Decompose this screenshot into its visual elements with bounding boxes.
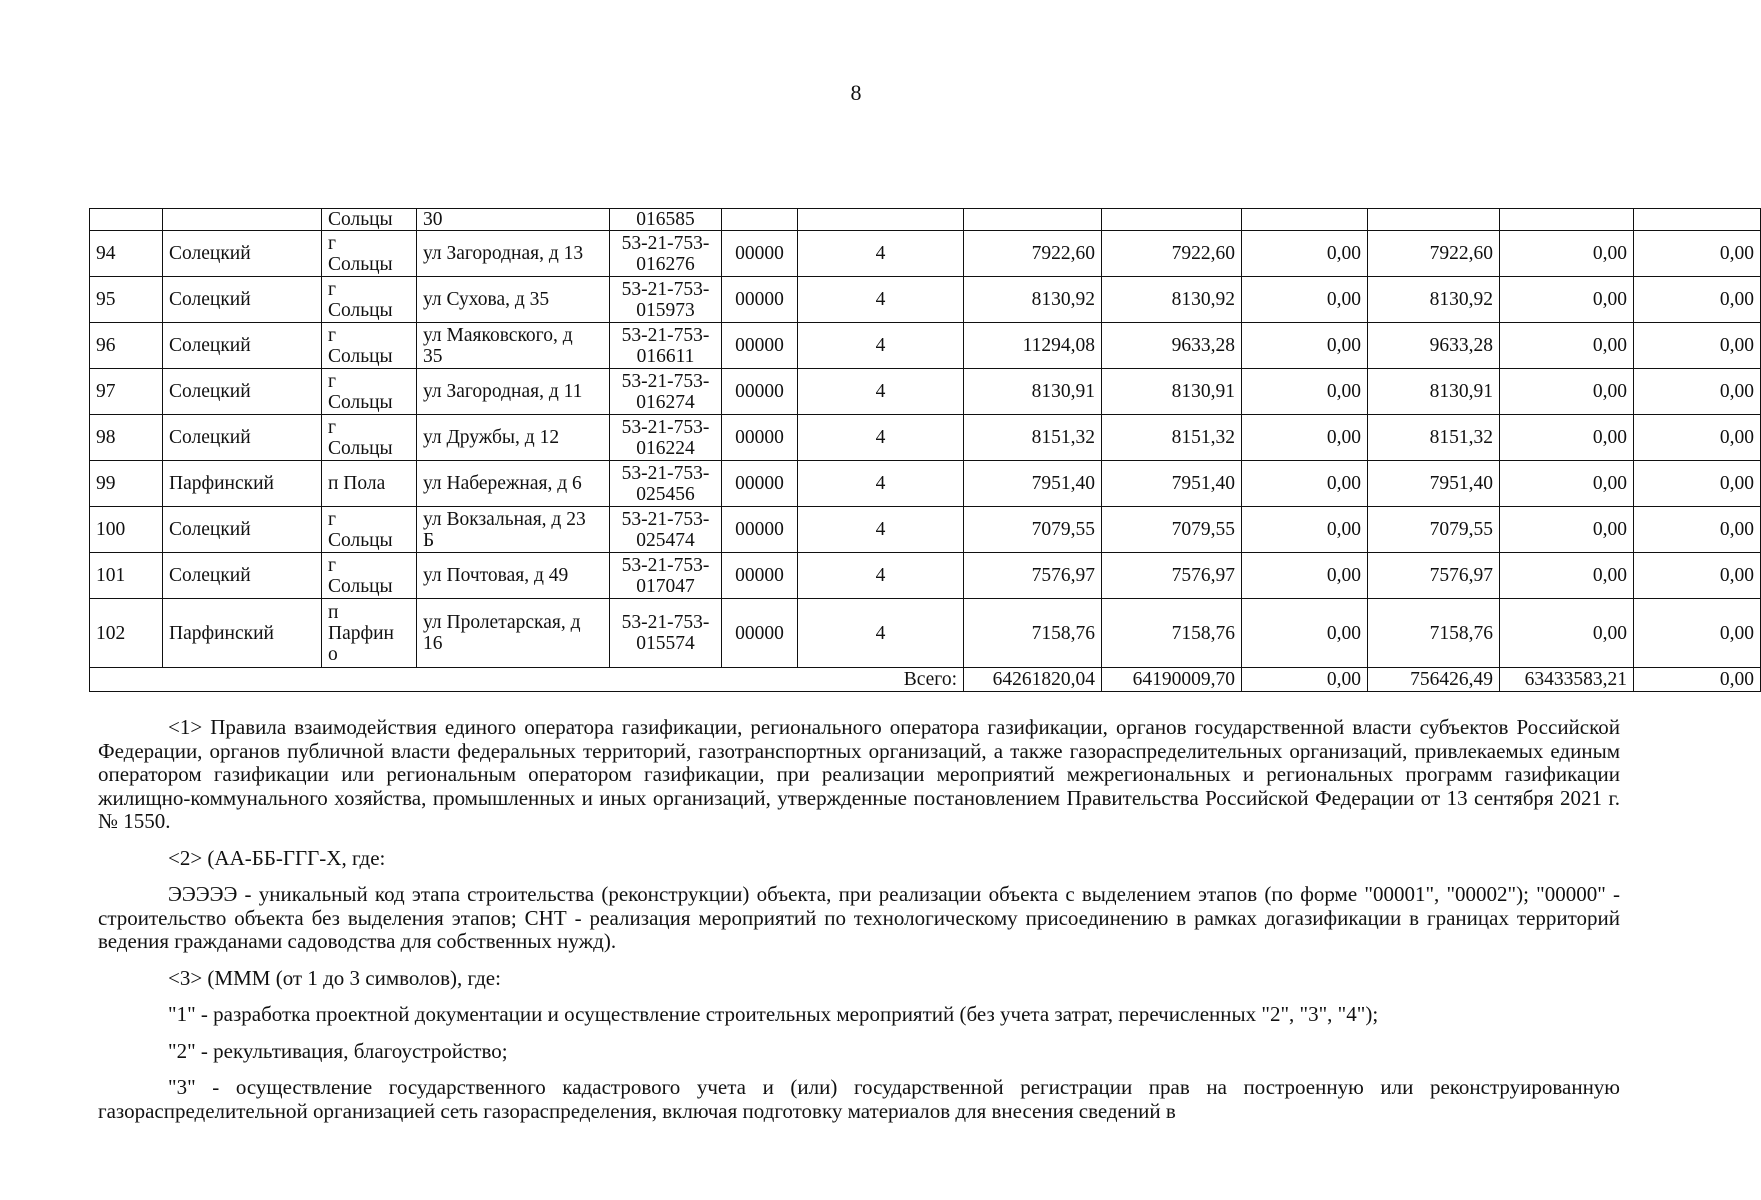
cell-v2: 7951,40 xyxy=(1102,461,1242,507)
cell-num: 97 xyxy=(90,369,163,415)
cell-line: ул Дружбы, д 12 xyxy=(423,427,560,448)
cell-v6: 0,00 xyxy=(1634,507,1761,553)
cell-line: ул Загородная, д 11 xyxy=(423,381,583,402)
cell-address xyxy=(417,369,610,415)
cell-v6: 0,00 xyxy=(1634,461,1761,507)
table-row xyxy=(90,553,1761,599)
cell-v1: 7951,40 xyxy=(964,461,1102,507)
cell-code xyxy=(610,599,722,668)
cell-settlement xyxy=(322,231,417,277)
cell-v3: 0,00 xyxy=(1242,553,1368,599)
cell-district: Солецкий xyxy=(163,277,322,323)
cell-line: 53-21-753- xyxy=(621,508,710,530)
footnote-3-item-1: "1" - разработка проектной документации и осуществление строительных мероприятий (без учета затрат, перечисленных "2", "3", "4"); xyxy=(168,1002,1379,1026)
cell-line: ул Набережная, д 6 xyxy=(423,473,582,494)
table-row xyxy=(90,369,1761,415)
cell-v1: 8130,92 xyxy=(964,277,1102,323)
cell-line: 53-21-753- xyxy=(621,278,710,300)
cell-code xyxy=(610,231,722,277)
footnote-2-explanation: ЭЭЭЭЭ - уникальный код этапа строительства (реконструкции) объекта, при реализации объекта с выделением этапов (по форме "00001", "00002"); "00000" - строительство объекта без выделения этапов; СНТ - реализация мероприятий по технологическому присоединению в рамках догазификации в границах территорий ведения гражданами садоводства для собственных нужд). xyxy=(98,882,1620,953)
cell-line: 016611 xyxy=(636,345,695,367)
cell-v2: 7079,55 xyxy=(1102,507,1242,553)
cell-line: 53-21-753- xyxy=(621,462,710,484)
cell-line: о xyxy=(328,643,338,665)
total-v2: 64190009,70 xyxy=(1102,668,1242,692)
cell-v1: 7576,97 xyxy=(964,553,1102,599)
cell-v2: 8130,91 xyxy=(1102,369,1242,415)
cell-address xyxy=(417,323,610,369)
cell-v2: 7158,76 xyxy=(1102,599,1242,668)
cell-line: ул Почтовая, д 49 xyxy=(423,565,569,586)
cell-line: Сольцы xyxy=(328,575,393,597)
cell-address xyxy=(417,553,610,599)
table-row-total xyxy=(90,668,1761,692)
cell-v4: 7922,60 xyxy=(1368,231,1500,277)
total-v5: 63433583,21 xyxy=(1500,668,1634,692)
cell-line: г xyxy=(328,278,336,300)
cell-district: Солецкий xyxy=(163,553,322,599)
cell-district: Солецкий xyxy=(163,369,322,415)
cell-v5: 0,00 xyxy=(1500,599,1634,668)
cell-type: 4 xyxy=(798,461,964,507)
cell-address xyxy=(417,231,610,277)
cell-line: Сольцы xyxy=(328,391,393,413)
cell-line: ул Маяковского, д xyxy=(423,324,573,346)
cell-type: 4 xyxy=(798,323,964,369)
cell-type: 4 xyxy=(798,553,964,599)
cell-code xyxy=(610,507,722,553)
cell-v6: 0,00 xyxy=(1634,599,1761,668)
cell-v6: 0,00 xyxy=(1634,369,1761,415)
cell-address: 30 xyxy=(417,209,610,231)
cell-stage: 00000 xyxy=(722,599,798,668)
table-row xyxy=(90,323,1761,369)
cell-num: 98 xyxy=(90,415,163,461)
cell-line: г xyxy=(328,370,336,392)
cell-v6: 0,00 xyxy=(1634,231,1761,277)
cell-district: Солецкий xyxy=(163,323,322,369)
footnote-3-item-2: "2" - рекультивация, благоустройство; xyxy=(168,1038,508,1063)
cell-v3: 0,00 xyxy=(1242,323,1368,369)
cell-stage: 00000 xyxy=(722,461,798,507)
cell-num: 102 xyxy=(90,599,163,668)
table-row xyxy=(90,415,1761,461)
cell-type: 4 xyxy=(798,415,964,461)
cell-type: 4 xyxy=(798,277,964,323)
cell-line: 16 xyxy=(423,633,443,654)
page-number: 8 xyxy=(850,80,862,105)
cell-address xyxy=(417,599,610,668)
cell-v4: 8130,92 xyxy=(1368,277,1500,323)
cell-v2: 9633,28 xyxy=(1102,323,1242,369)
cell-district: Солецкий xyxy=(163,231,322,277)
cell-code xyxy=(610,369,722,415)
table-row xyxy=(90,461,1761,507)
cell-line: ул Загородная, д 13 xyxy=(423,243,584,264)
cell-v3: 0,00 xyxy=(1242,507,1368,553)
cell-num: 95 xyxy=(90,277,163,323)
cell-line: 53-21-753- xyxy=(621,370,710,392)
cell-v4: 7158,76 xyxy=(1368,599,1500,668)
cell-v3: 0,00 xyxy=(1242,599,1368,668)
cell-v4: 8151,32 xyxy=(1368,415,1500,461)
cell-v5: 0,00 xyxy=(1500,323,1634,369)
cell-settlement xyxy=(322,323,417,369)
cell-district: Парфинский xyxy=(163,599,322,668)
cell-v5: 0,00 xyxy=(1500,507,1634,553)
cell-v6: 0,00 xyxy=(1634,415,1761,461)
cell-stage: 00000 xyxy=(722,369,798,415)
cell-line: г xyxy=(328,416,336,438)
cell-v1: 7079,55 xyxy=(964,507,1102,553)
cell-code xyxy=(610,461,722,507)
cell-line: г xyxy=(328,554,336,576)
total-v6: 0,00 xyxy=(1634,668,1761,692)
cell-v4: 8130,91 xyxy=(1368,369,1500,415)
cell-type: 4 xyxy=(798,599,964,668)
cell-num: 99 xyxy=(90,461,163,507)
cell-code xyxy=(610,323,722,369)
cell-line: Сольцы xyxy=(328,345,393,367)
cell-v3: 0,00 xyxy=(1242,415,1368,461)
cell-line: 53-21-753- xyxy=(621,554,710,576)
cell-v5: 0,00 xyxy=(1500,415,1634,461)
cell-line: Б xyxy=(423,529,435,551)
cell-stage: 00000 xyxy=(722,507,798,553)
cell-type: 4 xyxy=(798,231,964,277)
cell-v1: 8151,32 xyxy=(964,415,1102,461)
cell-stage: 00000 xyxy=(722,553,798,599)
footnotes xyxy=(98,716,1620,1123)
cell-line: Сольцы xyxy=(328,529,393,551)
cell-v3: 0,00 xyxy=(1242,231,1368,277)
table-row xyxy=(90,231,1761,277)
cell-line: 015973 xyxy=(636,299,695,321)
cell-v4: 7576,97 xyxy=(1368,553,1500,599)
cell-settlement xyxy=(322,461,417,507)
cell-v5: 0,00 xyxy=(1500,231,1634,277)
cell-settlement xyxy=(322,507,417,553)
cell-stage: 00000 xyxy=(722,323,798,369)
cell-v6: 0,00 xyxy=(1634,553,1761,599)
cell-v1: 7158,76 xyxy=(964,599,1102,668)
cell-v2: 7576,97 xyxy=(1102,553,1242,599)
cell-code: 016585 xyxy=(610,209,722,231)
cell-v2: 8130,92 xyxy=(1102,277,1242,323)
footnote-2: <2> (АА-ББ-ГГГ-Х, где: xyxy=(168,845,386,870)
cell-v5: 0,00 xyxy=(1500,277,1634,323)
cell-district: Солецкий xyxy=(163,507,322,553)
cell-line: г xyxy=(328,508,336,530)
gasification-table xyxy=(89,208,1761,692)
cell-line: 025474 xyxy=(636,529,695,551)
cell-v6: 0,00 xyxy=(1634,277,1761,323)
cell-line: г xyxy=(328,232,336,254)
cell-v5: 0,00 xyxy=(1500,553,1634,599)
cell-line: 53-21-753- xyxy=(621,612,710,633)
cell-code xyxy=(610,553,722,599)
cell-num: 100 xyxy=(90,507,163,553)
cell-district: Парфинский xyxy=(163,461,322,507)
cell-line: Сольцы xyxy=(328,437,393,459)
cell-code xyxy=(610,277,722,323)
footnote-1: <1> Правила взаимодействия единого оператора газификации, регионального оператора газификации, органов государственной власти субъектов Российской Федерации, органов публичной власти федеральных территорий, газотранспортных организаций, а также газораспределительных организаций, привлекаемых единым оператором газификации или региональным оператором газификации, при реализации мероприятий межрегиональных и региональных программ газификации жилищно-коммунального хозяйства, промышленных и иных организаций, утвержденные постановлением Правительства Российской Федерации от 13 сентября 2021 г. № 1550. xyxy=(98,715,1620,833)
cell-v4: 9633,28 xyxy=(1368,323,1500,369)
cell-line: 53-21-753- xyxy=(621,232,710,254)
cell-stage: 00000 xyxy=(722,277,798,323)
cell-type: 4 xyxy=(798,507,964,553)
cell-num: 96 xyxy=(90,323,163,369)
cell-district: Солецкий xyxy=(163,415,322,461)
cell-line: г xyxy=(328,324,336,346)
cell-v3: 0,00 xyxy=(1242,369,1368,415)
cell-v5: 0,00 xyxy=(1500,461,1634,507)
cell-v5: 0,00 xyxy=(1500,369,1634,415)
cell-v2: 7922,60 xyxy=(1102,231,1242,277)
cell-line: 35 xyxy=(423,345,443,367)
cell-address xyxy=(417,277,610,323)
cell-line: 016224 xyxy=(636,437,695,459)
cell-v3: 0,00 xyxy=(1242,277,1368,323)
cell-num: 101 xyxy=(90,553,163,599)
cell-line: ул Сухова, д 35 xyxy=(423,289,550,310)
cell-settlement xyxy=(322,369,417,415)
cell-address xyxy=(417,415,610,461)
cell-line: п xyxy=(328,601,339,623)
cell-line: 025456 xyxy=(636,483,695,505)
cell-v6: 0,00 xyxy=(1634,323,1761,369)
cell-line: 53-21-753- xyxy=(621,416,710,438)
cell-stage: 00000 xyxy=(722,415,798,461)
cell-v1: 11294,08 xyxy=(964,323,1102,369)
cell-line: ул Пролетарская, д xyxy=(423,612,581,633)
cell-line: 016274 xyxy=(636,391,695,413)
cell-line: Сольцы xyxy=(328,253,393,275)
cell-v1: 8130,91 xyxy=(964,369,1102,415)
cell-v4: 7079,55 xyxy=(1368,507,1500,553)
cell-settlement xyxy=(322,415,417,461)
cell-type: 4 xyxy=(798,369,964,415)
table-row xyxy=(90,277,1761,323)
table-body xyxy=(90,209,1761,692)
table-row xyxy=(90,507,1761,553)
cell-line: п Пола xyxy=(328,473,386,494)
total-v1: 64261820,04 xyxy=(964,668,1102,692)
cell-line: ул Вокзальная, д 23 xyxy=(423,508,586,530)
cell-settlement xyxy=(322,277,417,323)
cell-code xyxy=(610,415,722,461)
footnote-3: <3> (МММ (от 1 до 3 символов), где: xyxy=(168,965,501,990)
cell-line: 015574 xyxy=(636,633,695,654)
cell-stage: 00000 xyxy=(722,231,798,277)
cell-v4: 7951,40 xyxy=(1368,461,1500,507)
total-label: Всего: xyxy=(90,668,964,692)
cell-line: 53-21-753- xyxy=(621,324,710,346)
cell-v3: 0,00 xyxy=(1242,461,1368,507)
cell-settlement xyxy=(322,599,417,668)
cell-line: 016276 xyxy=(636,253,695,275)
cell-num: 94 xyxy=(90,231,163,277)
table-row-continuation xyxy=(90,209,1761,231)
table-row xyxy=(90,599,1761,668)
cell-v2: 8151,32 xyxy=(1102,415,1242,461)
cell-address xyxy=(417,461,610,507)
total-v3: 0,00 xyxy=(1242,668,1368,692)
footnote-3-item-3: "3" - осуществление государственного кадастрового учета и (или) государственной регистрации прав на построенную или реконструированную газораспределительной организацией сеть газораспределения, включая подготовку материалов для внесения сведений в xyxy=(98,1075,1620,1123)
cell-v1: 7922,60 xyxy=(964,231,1102,277)
total-v4: 756426,49 xyxy=(1368,668,1500,692)
cell-settlement xyxy=(322,553,417,599)
cell-line: 017047 xyxy=(636,575,695,597)
cell-line: Парфин xyxy=(328,622,394,644)
cell-settlement: Сольцы xyxy=(322,209,417,231)
cell-address xyxy=(417,507,610,553)
cell-line: Сольцы xyxy=(328,299,393,321)
